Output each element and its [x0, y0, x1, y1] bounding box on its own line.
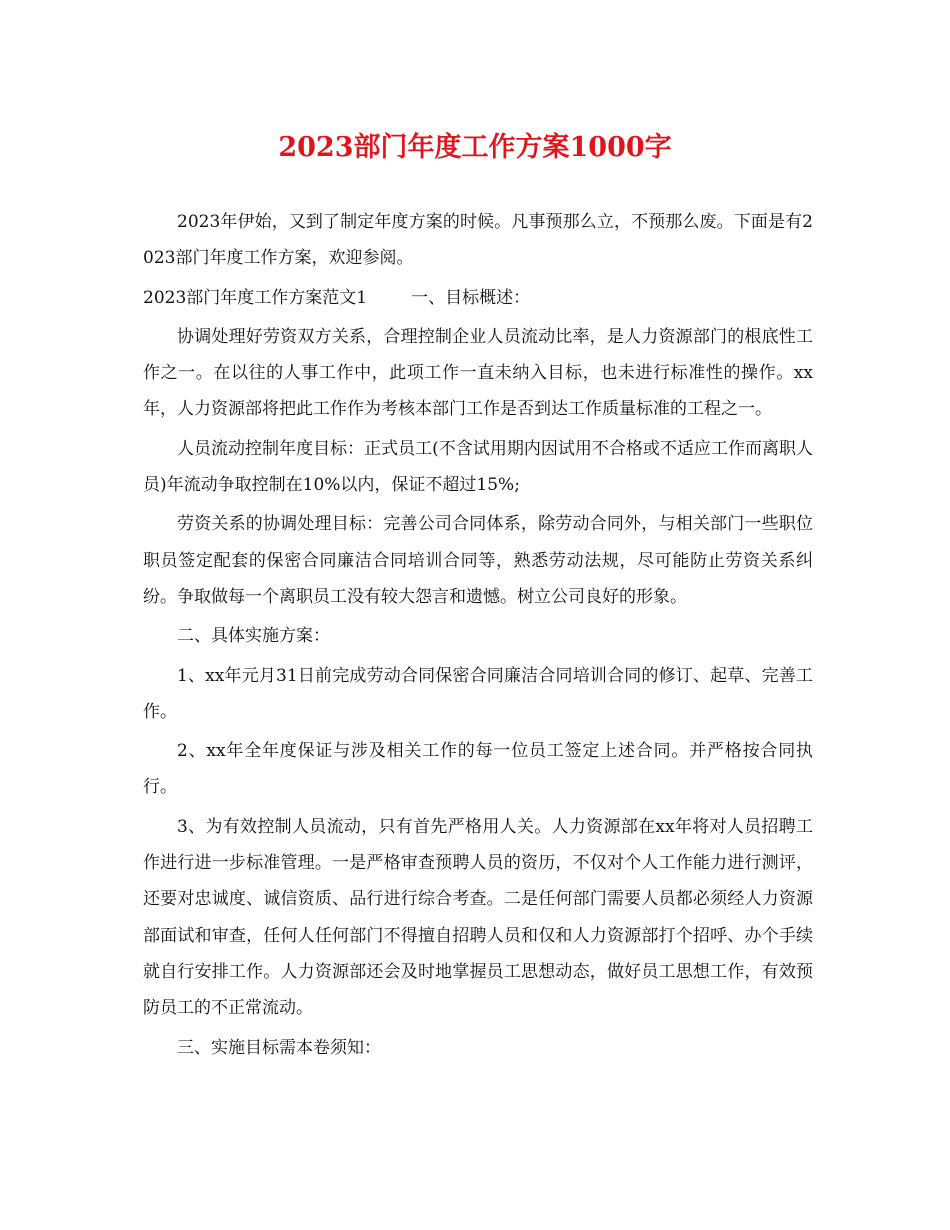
list-item-3: 3、为有效控制人员流动，只有首先严格用人关。人力资源部在xx年将对人员招聘工作进行进一步标准管理。一是严格审查预聘人员的资历，不仅对个人工作能力进行测评，还要对忠诚度、诚信资质、品行进行综合考查。二是任何部门需要人员都必须经人力资源部面试和审查，任何人任何部门不得擅自招聘人员和仅和人力资源部打个招呼、办个手续就自行安排工作。人力资源部还会及时地掌握员工思想动态，做好员工思想工作，有效预防员工的不正常流动。	[143, 816, 813, 1019]
paragraph-2: 人员流动控制年度目标：正式员工(不含试用期内因试用不合格或不适应工作而离职人员)年流动争取控制在10%以内，保证不超过15%;	[143, 438, 813, 496]
paragraph-1: 协调处理好劳资双方关系，合理控制企业人员流动比率，是人力资源部门的根底性工作之一。在以往的人事工作中，此项工作一直未纳入目标，也未进行标准性的操作。xx年，人力资源部将把此工作作为考核本部门工作是否到达工作质量标准的工程之一。	[143, 326, 813, 420]
section1-heading: 一、目标概述：	[411, 287, 531, 308]
list-item-2: 2、xx年全年度保证与涉及相关工作的每一位员工签定上述合同。并严格按合同执行。	[143, 741, 813, 798]
document-title: 2023部门年度工作方案1000字	[278, 132, 672, 163]
intro-paragraph: 2023年伊始，又到了制定年度方案的时候。凡事预那么立，不预那么废。下面是有2023部门年度工作方案，欢迎参阅。	[143, 212, 813, 269]
section2-heading: 二、具体实施方案：	[177, 626, 330, 647]
sample-heading: 2023部门年度工作方案范文1	[143, 287, 368, 308]
section3-heading: 三、实施目标需本卷须知：	[177, 1037, 381, 1058]
paragraph-3: 劳资关系的协调处理目标：完善公司合同体系，除劳动合同外，与相关部门一些职位职员签定配套的保密合同廉洁合同培训合同等，熟悉劳动法规，尽可能防止劳资关系纠纷。争取做每一个离职员工没有较大怨言和遗憾。树立公司良好的形象。	[143, 514, 813, 607]
list-item-1: 1、xx年元月31日前完成劳动合同保密合同廉洁合同培训合同的修订、起草、完善工作。	[143, 665, 813, 722]
sample-heading-line	[143, 280, 813, 316]
document-body	[143, 204, 813, 1069]
